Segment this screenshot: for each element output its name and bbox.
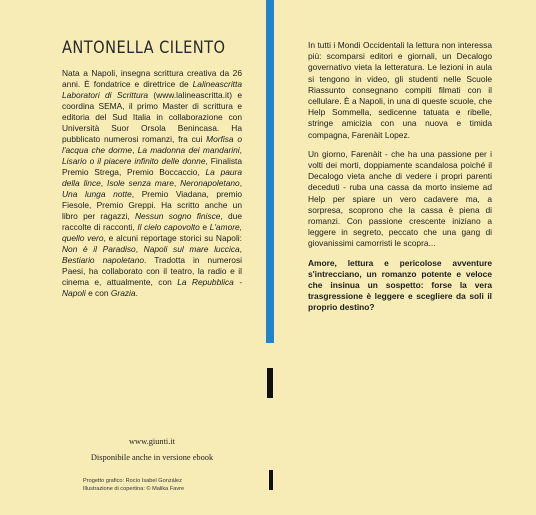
book-title: Una lunga notte [62, 189, 132, 199]
blurb-paragraph: In tutti i Mondi Occidentali la lettura non interessa più: scomparsi editori e giornali, un Decalogo governativo vieta la letteratura. Le lezioni in aula si tengono in video, gli studenti nelle Scuole Riassunto consegnano compiti filmati con il cellulare. È a Napoli, in una di queste scuole, che Help Sommella, sedicenne tatuata e ribelle, stringe amicizia con una nuova e timida compagna, Farenàit Lopez. [308, 40, 492, 140]
book-title: Neronapoletano [180, 178, 240, 188]
bio-text: , [239, 178, 243, 188]
book-title: Isole senza mare [107, 178, 174, 188]
bio-text: . [135, 288, 138, 298]
bio-text: , [100, 178, 107, 188]
book-title: Grazia [110, 288, 136, 298]
book-title: Non è il Paradiso [62, 244, 136, 254]
book-title: Bestiario napoletano [62, 255, 145, 265]
book-title: L'amore, quello vero [62, 222, 242, 243]
bio-text: , [132, 145, 138, 155]
book-title: Lisario o il piacere infinito delle donne [62, 156, 206, 166]
author-bio [62, 68, 242, 299]
bio-text: , Premio Viadana, premio Fiesole, Premio Greppi. Ha scritto anche un libro per ragazzi, [62, 189, 242, 221]
bio-text: , due raccolte di racconti, [62, 211, 242, 232]
bio-text: (www.lalineascritta.it) e coordina SEMA, il primo Master di scrittura e editoria del Sud Italia in collaborazione con Università Suor Orsola Benincasa. Ha pubblicato numerosi romanzi, fra cui [62, 90, 242, 144]
author-name: ANTONELLA CILENTO [62, 38, 226, 58]
design-credit: Progetto grafico: Rocío Isabel González [83, 478, 182, 484]
back-cover-blurb [308, 40, 492, 322]
book-title: Napoli sul mare luccica [143, 244, 240, 254]
book-title: Morfisa o l'acqua che dorme [62, 134, 242, 155]
credits [83, 478, 253, 493]
spine-mark [267, 368, 273, 398]
blurb-tagline: Amore, lettura e pericolose avventure s'intrecciano, un romanzo potente e veloce che insinua un sospetto: forse la vera trasgressione è leggere e scegliere da soli il proprio destino? [308, 257, 492, 313]
book-title: La madonna dei mandarini [137, 145, 240, 155]
spine-mark [269, 470, 273, 490]
book-title: Il cielo capovolto [137, 222, 200, 232]
book-title: La Repubblica - Napoli [62, 277, 242, 298]
bio-text: e con [85, 288, 111, 298]
book-title: Nessun sogno finisce [135, 211, 221, 221]
cover-credit: Illustrazione di copertina: © Malika Favre [83, 485, 185, 492]
bio-text: , [173, 178, 181, 188]
bio-text: Nata a Napoli, insegna scrittura creativa da 26 anni. È fondatrice e direttrice de [62, 68, 242, 89]
book-title: La paura della lince [62, 167, 242, 188]
bio-text: , [239, 145, 242, 155]
bio-title: Lalineascritta Laboratori di Scrittura [62, 79, 242, 100]
bio-text: , e alcuni reportage storici su Napoli: [103, 233, 242, 243]
bio-text: , [239, 244, 242, 254]
blurb-paragraph: Un giorno, Farenàit - che ha una passione per i volti dei morti, doppiamente scandalosa poiché il Decalogo vieta anche di vedere i propri parenti deceduti - ruba una cassa da morto insieme ad Help per spiare un vero cadavere ma, a sorpresa, scoprono che la cassa è piena di romanzi. Con passione crescente iniziano a leggere in segreto, peccato che una gang di giovanissimi camorristi le scopra... [308, 148, 492, 249]
bio-text: , Finalista Premio Strega, Premio Boccaccio, [62, 156, 242, 177]
ebook-note: Disponibile anche in versione ebook [90, 453, 214, 462]
publisher-website[interactable]: www.giunti.it [129, 437, 175, 446]
spine-blue-stripe [266, 0, 274, 343]
bio-text: . Tradotta in numerosi Paesi, ha collaborato con il teatro, la radio e il cinema e, attualmente, con [62, 255, 242, 287]
bio-text: e [199, 222, 210, 232]
bio-text: , [135, 244, 144, 254]
